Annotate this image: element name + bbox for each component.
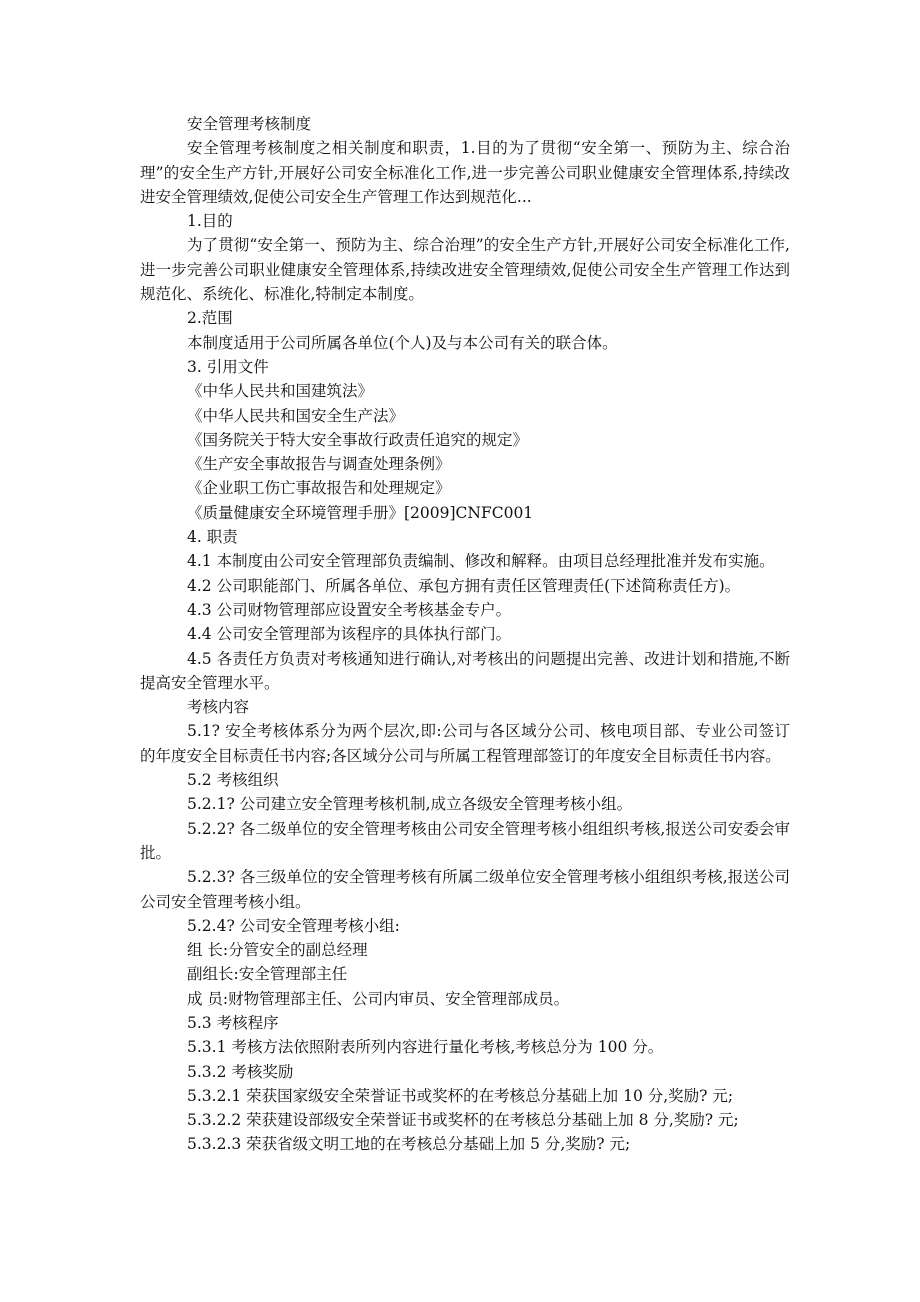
reward-item: 5.3.2.2 荣获建设部级安全荣誉证书或奖杯的在考核总分基础上加 8 分,奖励? 元;: [187, 1111, 739, 1130]
organization-item: 5.2.3? 各三级单位的安全管理考核有所属二级单位安全管理考核小组组织考核,报送公司公司安全管理考核小组。: [140, 868, 790, 911]
procedure-item: 5.3.1 考核方法依照附表所列内容进行量化考核,考核总分为 100 分。: [187, 1038, 664, 1057]
subsection-heading-organization: 5.2 考核组织: [187, 771, 279, 790]
duty-item: 4.2 公司职能部门、所属各单位、承包方拥有责任区管理责任(下述简称责任方)。: [187, 576, 741, 595]
organization-item: 5.2.1? 公司建立安全管理考核机制,成立各级安全管理考核小组。: [187, 795, 633, 814]
reference-item: 《生产安全事故报告与调查处理条例》: [187, 455, 451, 474]
subsection-heading-procedure: 5.3 考核程序: [187, 1013, 279, 1032]
document-body: [140, 112, 790, 1157]
summary-paragraph: 安全管理考核制度之相关制度和职责，1.目的为了贯彻“安全第一、预防为主、综合治理”的安全生产方针,开展好公司安全标准化工作,进一步完善公司职业健康安全管理体系,持续改进安全管理绩效,促使公司安全生产管理工作达到规范化...: [140, 139, 790, 206]
section-heading-references: 3. 引用文件: [187, 357, 269, 376]
team-member-line: 成 员:财物管理部主任、公司内审员、安全管理部成员。: [187, 989, 570, 1008]
reference-item: 《中华人民共和国建筑法》: [187, 382, 374, 401]
section-heading-scope: 2.范围: [187, 309, 233, 328]
reward-item: 5.3.2.1 荣获国家级安全荣誉证书或奖杯的在考核总分基础上加 10 分,奖励? 元;: [187, 1086, 734, 1105]
reward-item: 5.3.2.3 荣获省级文明工地的在考核总分基础上加 5 分,奖励? 元;: [187, 1135, 631, 1154]
reference-item: 《国务院关于特大安全事故行政责任追究的规定》: [187, 430, 529, 449]
duty-item: 4.3 公司财物管理部应设置安全考核基金专户。: [187, 600, 512, 619]
procedure-item: 5.3.2 考核奖励: [187, 1062, 294, 1081]
organization-item: 5.2.4? 公司安全管理考核小组:: [187, 916, 400, 935]
duty-item: 4.4 公司安全管理部为该程序的具体执行部门。: [187, 625, 512, 644]
duty-item: 4.5 各责任方负责对考核通知进行确认,对考核出的问题提出完善、改进计划和措施,不断提高安全管理水平。: [140, 649, 790, 692]
assessment-item: 5.1? 安全考核体系分为两个层次,即:公司与各区域分公司、核电项目部、专业公司签订的年度安全目标责任书内容;各区域分公司与所属工程管理部签订的年度安全目标责任书内容。: [140, 722, 790, 765]
section-heading-purpose: 1.目的: [187, 212, 233, 231]
document-title: 安全管理考核制度: [187, 115, 312, 133]
reference-item: 《中华人民共和国安全生产法》: [187, 406, 405, 425]
reference-item: 《企业职工伤亡事故报告和处理规定》: [187, 479, 451, 498]
section-heading-duties: 4. 职责: [187, 528, 238, 547]
reference-item: 《质量健康安全环境管理手册》[2009]CNFC001: [187, 503, 534, 522]
team-member-line: 副组长:安全管理部主任: [187, 965, 348, 984]
scope-paragraph: 本制度适用于公司所属各单位(个人)及与本公司有关的联合体。: [187, 333, 618, 352]
team-member-line: 组 长:分管安全的副总经理: [187, 941, 368, 960]
purpose-paragraph: 为了贯彻“安全第一、预防为主、综合治理”的安全生产方针,开展好公司安全标准化工作,进一步完善公司职业健康安全管理体系,持续改进安全管理绩效,促使公司安全生产管理工作达到规范化、系统化、标准化,特制定本制度。: [140, 236, 790, 304]
duty-item: 4.1 本制度由公司安全管理部负责编制、修改和解释。由项目总经理批准并发布实施。: [187, 552, 775, 571]
organization-item: 5.2.2? 各二级单位的安全管理考核由公司安全管理考核小组组织考核,报送公司安委会审批。: [140, 819, 790, 862]
section-heading-assessment-content: 考核内容: [187, 698, 250, 717]
